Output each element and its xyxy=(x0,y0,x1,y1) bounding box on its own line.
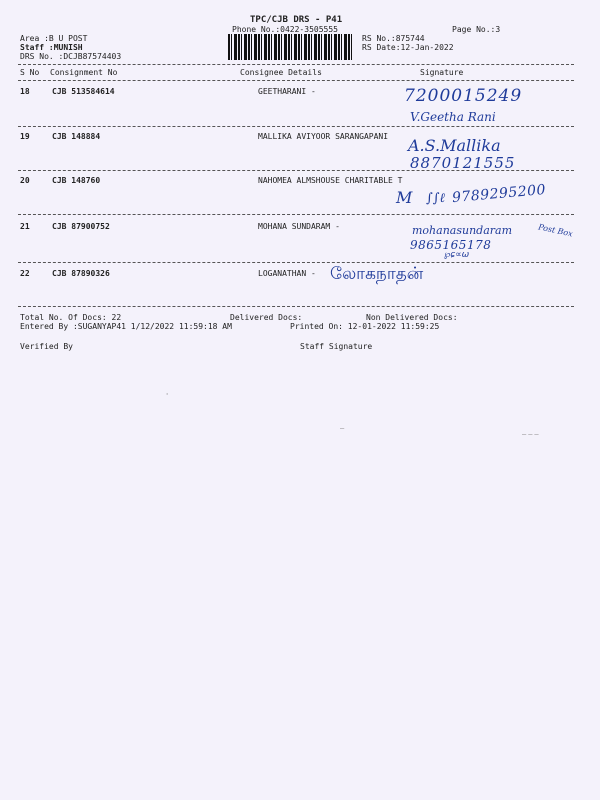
divider xyxy=(18,64,574,65)
row-serial: 19 xyxy=(20,132,30,141)
handwritten-signature: லோகநாதன் xyxy=(330,264,424,284)
handwritten-signature: A.S.Mallika xyxy=(408,136,501,155)
consignment-number: CJB 148884 xyxy=(52,132,101,141)
handwritten-signature: M xyxy=(396,188,413,207)
divider xyxy=(18,170,574,171)
column-header-consignee: Consignee Details xyxy=(240,68,322,77)
handwritten-phone: 9865165178 xyxy=(410,238,492,252)
drs-number: DRS No. :DCJB87574403 xyxy=(20,52,122,61)
total-docs: Total No. Of Docs: 22 xyxy=(20,313,122,322)
handwritten-scribble: ℘ɕ∝ω xyxy=(444,250,470,260)
divider xyxy=(18,262,574,263)
row-serial: 22 xyxy=(20,269,30,278)
divider xyxy=(18,126,574,127)
row-serial: 18 xyxy=(20,87,30,96)
entered-by: Entered By :SUGANYAP41 1/12/2022 11:59:18 AM xyxy=(20,322,232,331)
staff-label: Staff :MUNISH xyxy=(20,43,83,52)
handwritten-phone: 7200015249 xyxy=(404,86,523,106)
handwritten-phone: 8870121555 xyxy=(410,154,516,172)
consignment-number: CJB 87890326 xyxy=(52,269,110,278)
consignment-number: CJB 87900752 xyxy=(52,222,110,231)
delivered-docs: Delivered Docs: xyxy=(230,313,303,322)
consignment-number: CJB 148760 xyxy=(52,176,101,185)
divider xyxy=(18,214,574,215)
page-number: Page No.:3 xyxy=(452,25,501,34)
staff-signature: Staff Signature xyxy=(300,342,373,351)
printed-on: Printed On: 12-01-2022 11:59:25 xyxy=(290,322,440,331)
non-delivered-docs: Non Delivered Docs: xyxy=(366,313,458,322)
document-title: TPC/CJB DRS - P41 xyxy=(250,15,343,25)
consignee-name: NAHOMEA ALMSHOUSE CHARITABLE T xyxy=(258,176,403,185)
row-serial: 20 xyxy=(20,176,30,185)
column-header-sno: S No xyxy=(20,68,40,77)
scan-speck: ' xyxy=(165,392,170,400)
area-label: Area :B U POST xyxy=(20,34,88,43)
handwritten-scribble: ∫∫ℓ xyxy=(426,191,445,206)
handwritten-signature: mohanasundaram xyxy=(412,224,512,237)
scan-speck: ––– xyxy=(522,430,541,438)
barcode xyxy=(228,34,352,60)
divider xyxy=(18,306,574,307)
verified-by: Verified By xyxy=(20,342,73,351)
phone-number: Phone No.:0422-3505555 xyxy=(232,25,338,34)
scan-speck: – xyxy=(340,424,345,432)
handwritten-phone: 9789295200 xyxy=(451,181,547,207)
row-serial: 21 xyxy=(20,222,30,231)
column-header-signature: Signature xyxy=(420,68,464,77)
consignee-name: MALLIKA AVIYOOR SARANGAPANI xyxy=(258,132,389,141)
divider xyxy=(18,80,574,81)
column-header-consignment: Consignment No xyxy=(50,68,118,77)
handwritten-note: Post Box xyxy=(537,222,574,239)
consignment-number: CJB 513584614 xyxy=(52,87,115,96)
rs-number: RS No.:875744 xyxy=(362,34,425,43)
rs-date: RS Date:12-Jan-2022 xyxy=(362,43,454,52)
consignee-name: LOGANATHAN - xyxy=(258,269,316,278)
consignee-name: GEETHARANI - xyxy=(258,87,316,96)
handwritten-signature: V.Geetha Rani xyxy=(410,110,496,124)
consignee-name: MOHANA SUNDARAM - xyxy=(258,222,340,231)
